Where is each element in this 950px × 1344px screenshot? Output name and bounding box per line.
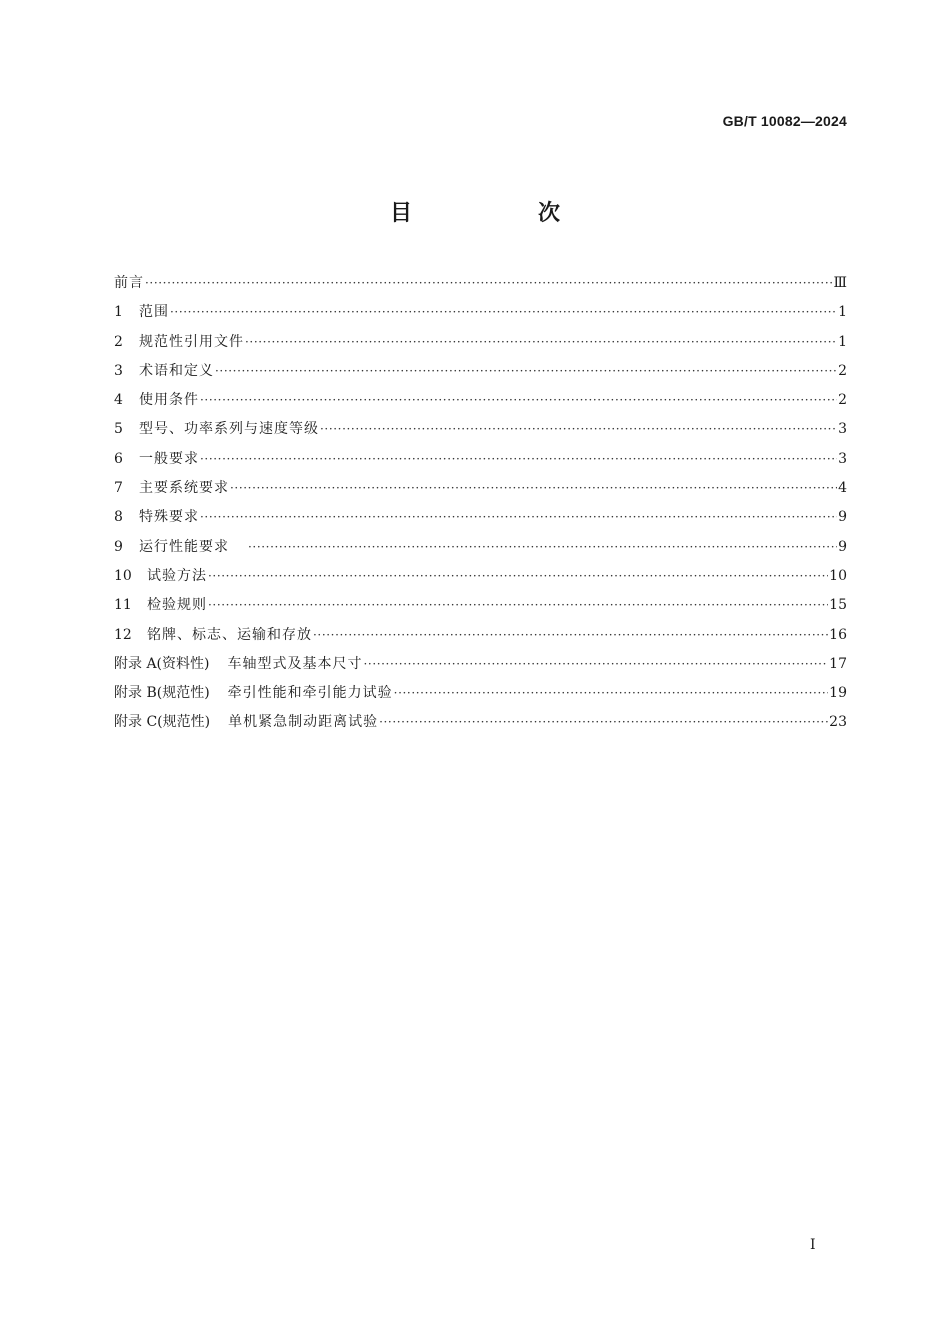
toc-entry-page: 23 <box>829 714 847 731</box>
toc-entry-12[interactable] <box>114 621 847 650</box>
toc-leader-dots <box>170 298 837 327</box>
toc-leader-dots <box>363 650 828 679</box>
standard-code: GB/T 10082—2024 <box>722 113 847 129</box>
toc-entry-text: 单机紧急制动距离试验 <box>228 714 379 731</box>
toc-entry-page: 16 <box>829 626 847 643</box>
toc-entry-1[interactable] <box>114 298 847 327</box>
toc-entry-page: 17 <box>829 655 847 672</box>
toc-entry-number: 3 <box>114 362 123 379</box>
page-number: I <box>810 1237 816 1253</box>
toc-entry-text: 运行性能要求 <box>139 538 229 555</box>
toc-leader-dots <box>394 679 829 708</box>
toc-entry-page: 1 <box>838 333 847 350</box>
toc-appendix-label: 附录 A(资料性) <box>114 655 210 672</box>
toc-entry-number: 2 <box>114 333 123 350</box>
toc-entry-9[interactable] <box>114 533 847 562</box>
toc-entry-5[interactable] <box>114 415 847 444</box>
toc-entry-text: 规范性引用文件 <box>139 333 244 350</box>
toc-entry-foreword[interactable] <box>114 269 847 298</box>
toc-entry-number: 5 <box>114 421 123 438</box>
toc-entry-appendix-b[interactable] <box>114 679 847 708</box>
toc-entry-page: 4 <box>838 480 847 497</box>
toc-entry-text: 型号、功率系列与速度等级 <box>139 421 319 438</box>
toc-entry-appendix-c[interactable] <box>114 708 847 737</box>
toc-leader-dots <box>379 708 828 737</box>
toc-appendix-label: 附录 C(规范性) <box>114 714 211 731</box>
toc-entry-number: 9 <box>114 538 123 555</box>
toc-entry-text: 牵引性能和牵引能力试验 <box>227 685 393 702</box>
toc-entry-page: 2 <box>838 362 847 379</box>
toc-entry-number: 6 <box>114 450 123 467</box>
toc-entry-text: 特殊要求 <box>139 509 199 526</box>
toc-entry-page: 3 <box>838 450 847 467</box>
toc-entry-number: 1 <box>114 304 123 321</box>
toc-entry-2[interactable] <box>114 328 847 357</box>
toc-appendix-label: 附录 B(规范性) <box>114 685 210 702</box>
toc-entry-text: 主要系统要求 <box>139 480 229 497</box>
toc-entry-number: 10 <box>114 567 132 584</box>
toc-entry-number: 11 <box>114 597 132 614</box>
toc-entry-3[interactable] <box>114 357 847 386</box>
toc-entry-number: 8 <box>114 509 123 526</box>
toc-entry-text: 铭牌、标志、运输和存放 <box>147 626 312 643</box>
toc-leader-dots <box>200 445 837 474</box>
toc-entry-page: 10 <box>829 567 847 584</box>
toc-leader-dots <box>208 562 828 591</box>
toc-entry-appendix-a[interactable] <box>114 650 847 679</box>
toc-leader-dots <box>320 415 837 444</box>
toc-entry-6[interactable] <box>114 445 847 474</box>
toc-entry-8[interactable] <box>114 503 847 532</box>
toc-entry-page: 15 <box>829 597 847 614</box>
toc-entry-text: 术语和定义 <box>139 362 214 379</box>
toc-leader-dots <box>208 591 828 620</box>
toc-entry-page: Ⅲ <box>833 275 847 291</box>
toc-entry-text: 一般要求 <box>139 450 199 467</box>
toc-entry-4[interactable] <box>114 386 847 415</box>
toc-entry-text: 范围 <box>139 304 169 321</box>
page-title: 目 次 <box>389 201 612 226</box>
toc-entry-text: 检验规则 <box>147 597 207 614</box>
toc-entry-page: 9 <box>838 509 847 526</box>
table-of-contents <box>114 269 847 738</box>
toc-entry-text: 试验方法 <box>147 567 207 584</box>
toc-entry-text: 使用条件 <box>139 392 199 409</box>
toc-entry-10[interactable] <box>114 562 847 591</box>
toc-leader-dots <box>200 503 837 532</box>
toc-leader-dots <box>230 474 837 503</box>
toc-entry-7[interactable] <box>114 474 847 503</box>
toc-entry-page: 9 <box>838 538 847 555</box>
toc-leader-dots <box>248 533 837 562</box>
toc-entry-number: 4 <box>114 392 123 409</box>
toc-entry-page: 19 <box>829 685 847 702</box>
toc-entry-number: 12 <box>114 626 132 643</box>
toc-entry-page: 3 <box>838 421 847 438</box>
toc-entry-11[interactable] <box>114 591 847 620</box>
toc-entry-page: 1 <box>838 304 847 321</box>
toc-entry-text: 车轴型式及基本尺寸 <box>227 655 363 672</box>
toc-leader-dots <box>145 269 832 298</box>
toc-leader-dots <box>245 328 837 357</box>
toc-leader-dots <box>215 357 837 386</box>
toc-leader-dots <box>313 621 828 650</box>
toc-entry-number: 7 <box>114 480 123 497</box>
toc-entry-text: 前言 <box>114 275 144 291</box>
toc-entry-page: 2 <box>838 392 847 409</box>
toc-leader-dots <box>200 386 837 415</box>
